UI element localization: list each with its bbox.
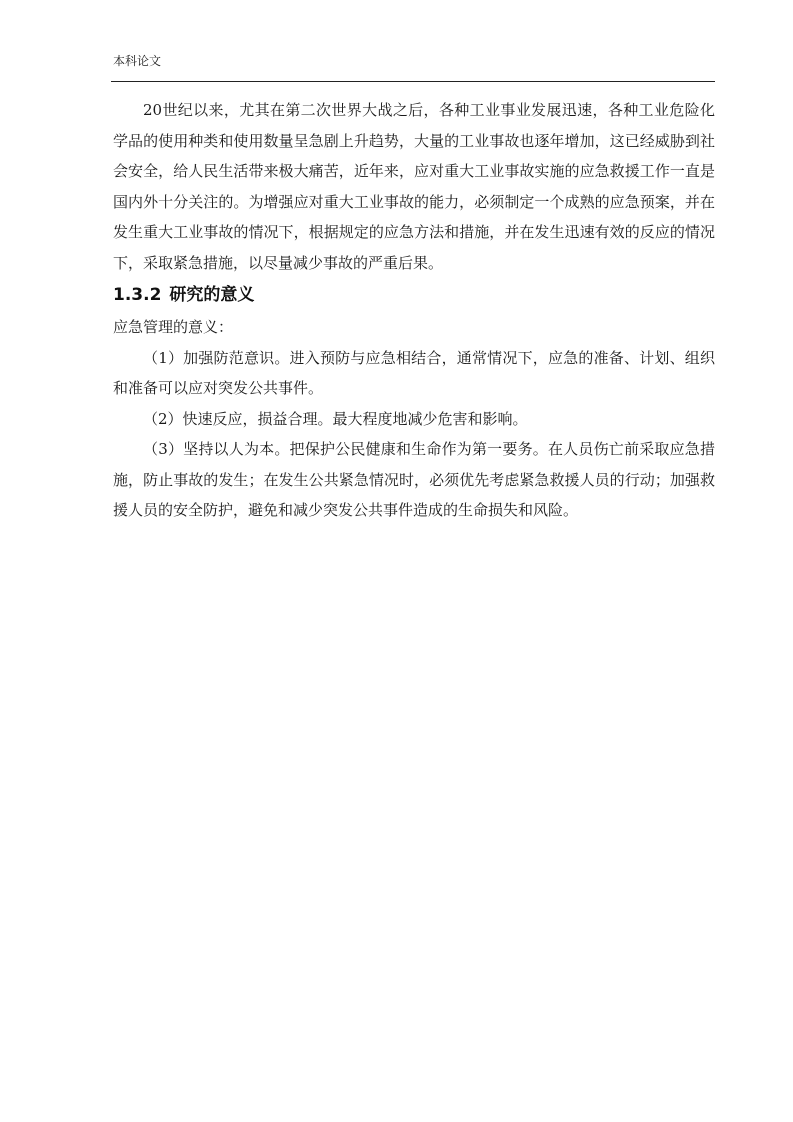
section-heading bbox=[113, 278, 715, 312]
point-3: （3）坚持以人为本。把保护公民健康和生命作为第一要务。在人员伤亡前采取应急措施，防止事故的发生；在发生公共紧急情况时，必须优先考虑紧急救援人员的行动；加强救援人员的安全防护，避免和减少突发公共事件造成的生命损失和风险。 bbox=[113, 440, 715, 519]
header-rule bbox=[111, 81, 715, 82]
point-2: （2）快速反应，损益合理。最大程度地减少危害和影响。 bbox=[143, 409, 528, 428]
section-number: 1.3.2 bbox=[113, 285, 162, 305]
body-text bbox=[113, 95, 715, 526]
point-1: （1）加强防范意识。进入预防与应急相结合，通常情况下，应急的准备、计划、组织和准备可以应对突发公共事件。 bbox=[113, 348, 715, 397]
running-header: 本科论文 bbox=[113, 54, 162, 68]
intro-paragraph: 20世纪以来，尤其在第二次世界大战之后，各种工业事业发展迅速，各种工业危险化学品的使用种类和使用数量呈急剧上升趋势，大量的工业事故也逐年增加，这已经威胁到社会安全，给人民生活带来极大痛苦，近年来，应对重大工业事故实施的应急救援工作一直是国内外十分关注的。为增强应对重大工业事故的能力，必须制定一个成熟的应急预案，并在发生重大工业事故的情况下，根据规定的应急方法和措施，并在发生迅速有效的反应的情况下，采取紧急措施，以尽量减少事故的严重后果。 bbox=[113, 101, 715, 272]
section-lead: 应急管理的意义： bbox=[113, 318, 234, 336]
section-title: 研究的意义 bbox=[169, 285, 255, 305]
